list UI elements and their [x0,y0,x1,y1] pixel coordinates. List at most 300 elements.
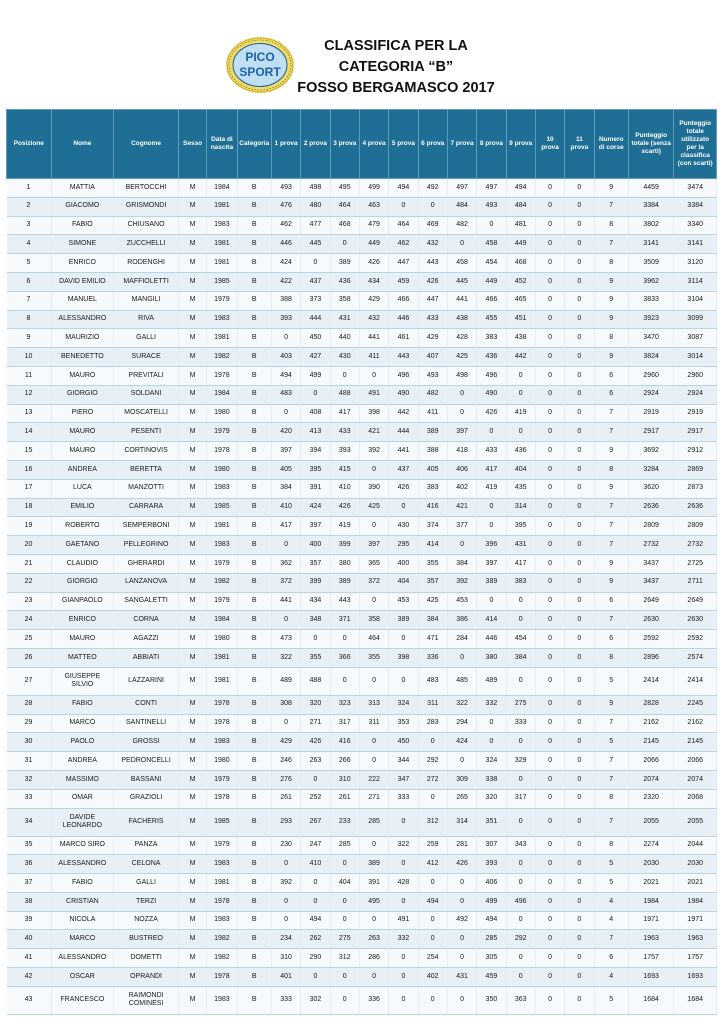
table-cell: 1971 [628,911,674,930]
table-cell: 0 [565,836,594,855]
column-header: Categoria [237,110,271,179]
table-row [7,667,717,695]
table-cell: M [178,808,206,836]
table-row [7,892,717,911]
table-cell: 459 [389,272,418,291]
table-cell: 463 [359,197,388,216]
table-cell: 18 [7,498,52,517]
table-cell: 0 [535,789,564,808]
table-cell: M [178,667,206,695]
table-cell: B [237,366,271,385]
table-cell: 7 [594,808,628,836]
title-line-1: CLASSIFICA PER LA [324,38,468,54]
table-cell: M [178,442,206,461]
table-cell: 424 [301,498,330,517]
table-cell: 389 [477,573,506,592]
table-cell: 2 [7,197,52,216]
table-row [7,479,717,498]
table-cell: 5 [7,254,52,273]
table-cell: 1983 [207,733,237,752]
table-cell: M [178,197,206,216]
table-cell: B [237,310,271,329]
table-cell: OPRANDI [114,968,179,987]
table-cell: 324 [477,752,506,771]
table-cell: 0 [359,733,388,752]
table-cell: 464 [389,216,418,235]
table-cell: 497 [447,179,476,198]
table-cell: 1982 [207,949,237,968]
table-cell: 1983 [207,855,237,874]
table-cell: B [237,752,271,771]
table-row [7,423,717,442]
table-cell: 333 [389,789,418,808]
table-cell: 393 [330,442,359,461]
table-cell: 0 [447,752,476,771]
table-cell: 390 [359,479,388,498]
table-cell: 266 [330,752,359,771]
table-cell: 0 [535,254,564,273]
table-cell: CONTI [114,695,179,714]
table-cell: 490 [389,385,418,404]
table-cell: 0 [565,254,594,273]
table-cell: 4459 [628,179,674,198]
table-cell: 271 [301,714,330,733]
table-cell: 0 [535,949,564,968]
table-row [7,517,717,536]
table-cell: B [237,291,271,310]
table-cell: 12 [7,385,52,404]
table-cell: 2574 [674,648,717,667]
table-cell: 312 [418,808,447,836]
table-cell: 399 [301,573,330,592]
table-cell: 436 [330,272,359,291]
table-cell: 290 [301,949,330,968]
table-cell: 2924 [674,385,717,404]
table-cell: 383 [418,479,447,498]
table-cell: 311 [359,714,388,733]
table-cell: 0 [359,752,388,771]
table-cell: M [178,179,206,198]
table-cell: 395 [301,460,330,479]
table-cell: 2912 [674,442,717,461]
table-cell: M [178,291,206,310]
table-cell: 496 [389,366,418,385]
table-cell: 394 [301,442,330,461]
table-cell: 0 [565,968,594,987]
table-cell: 445 [447,272,476,291]
table-cell: 247 [301,836,330,855]
table-cell: 0 [565,648,594,667]
table-cell: 1978 [207,695,237,714]
table-cell: 0 [271,329,300,348]
table-cell: 0 [535,404,564,423]
table-cell: 2630 [628,611,674,630]
table-cell: 410 [330,479,359,498]
table-row [7,592,717,611]
table-cell: 7 [594,498,628,517]
table-cell: M [178,366,206,385]
table-cell: 2711 [674,573,717,592]
table-cell: B [237,714,271,733]
table-cell: 263 [359,930,388,949]
table-cell: M [178,930,206,949]
table-row [7,836,717,855]
table-cell: 0 [359,517,388,536]
table-cell: 461 [389,329,418,348]
table-cell: 471 [418,630,447,649]
table-cell: 314 [506,498,535,517]
table-cell: 0 [565,179,594,198]
table-cell: 411 [418,404,447,423]
table-cell: 384 [271,479,300,498]
table-cell: 433 [477,442,506,461]
table-cell: FRANCESCO [51,986,114,1014]
table-cell: B [237,592,271,611]
table-cell: 322 [447,695,476,714]
table-cell: 482 [418,385,447,404]
table-cell: 7 [7,291,52,310]
table-cell: MARCO [51,714,114,733]
table-cell: 0 [506,366,535,385]
table-cell: 1981 [207,235,237,254]
table-row [7,930,717,949]
table-cell: 438 [506,329,535,348]
table-cell: 0 [565,611,594,630]
table-cell: 5 [594,855,628,874]
table-cell: 0 [389,197,418,216]
table-cell: 0 [535,630,564,649]
table-cell: 2649 [628,592,674,611]
table-cell: SIMONE [51,235,114,254]
table-cell: 408 [301,404,330,423]
table-cell: B [237,630,271,649]
table-cell: 25 [7,630,52,649]
table-cell: NOZZA [114,911,179,930]
table-cell: 6 [7,272,52,291]
table-cell: 0 [447,949,476,968]
table-cell: M [178,272,206,291]
table-cell: 468 [330,216,359,235]
column-header: 5 prova [389,110,418,179]
table-cell: 2074 [674,770,717,789]
table-cell: 5 [594,874,628,893]
table-row [7,714,717,733]
table-cell: BERETTA [114,460,179,479]
table-cell: ALESSANDRO [51,855,114,874]
table-cell: 7 [594,235,628,254]
table-cell: 0 [271,611,300,630]
table-cell: 404 [330,874,359,893]
table-cell: GIANPAOLO [51,592,114,611]
table-cell: 0 [535,874,564,893]
table-cell: 39 [7,911,52,930]
table-cell: 1979 [207,836,237,855]
table-cell: 425 [359,498,388,517]
table-cell: 2732 [674,536,717,555]
table-cell: 484 [447,197,476,216]
table-cell: 407 [418,348,447,367]
table-cell: 380 [477,648,506,667]
table-cell: 496 [477,366,506,385]
table-cell: 0 [506,667,535,695]
table-cell: GRISMONDI [114,197,179,216]
table-cell: 446 [389,310,418,329]
table-cell: 384 [506,648,535,667]
table-cell: 3824 [628,348,674,367]
table-cell: 333 [506,714,535,733]
table-cell: MANUEL [51,291,114,310]
table-cell: 35 [7,836,52,855]
table-cell: 284 [447,630,476,649]
table-cell: 9 [594,310,628,329]
table-cell: 0 [535,329,564,348]
table-cell: 433 [418,310,447,329]
table-cell: 2917 [628,423,674,442]
table-cell: 437 [301,272,330,291]
table-cell: 442 [389,404,418,423]
table-cell: 363 [506,986,535,1014]
table-cell: 495 [330,179,359,198]
table-cell: 1980 [207,630,237,649]
table-cell: 446 [477,630,506,649]
table-cell: 400 [301,536,330,555]
table-cell: 0 [565,460,594,479]
table-cell: 0 [535,554,564,573]
table-cell: B [237,733,271,752]
table-cell: M [178,536,206,555]
table-cell: 281 [447,836,476,855]
table-cell: 0 [565,770,594,789]
table-cell: 3014 [674,348,717,367]
table-cell: 0 [535,648,564,667]
table-cell: 484 [506,197,535,216]
table-cell: 0 [506,423,535,442]
table-cell: 43 [7,986,52,1014]
table-cell: 0 [301,770,330,789]
table-cell: B [237,949,271,968]
table-cell: M [178,695,206,714]
table-cell: 399 [330,536,359,555]
table-cell: 310 [271,949,300,968]
table-cell: B [237,479,271,498]
table-cell: 441 [447,291,476,310]
table-cell: 1693 [628,968,674,987]
table-cell: 0 [330,911,359,930]
ranking-table [6,109,717,1015]
table-cell: 358 [359,611,388,630]
table-cell: 2055 [628,808,674,836]
table-cell: 0 [301,968,330,987]
table-cell: 0 [271,911,300,930]
table-cell: B [237,329,271,348]
table-cell: TERZI [114,892,179,911]
table-cell: 1985 [207,272,237,291]
table-cell: 449 [359,235,388,254]
table-cell: 405 [271,460,300,479]
table-cell: 7 [594,536,628,555]
table-cell: M [178,573,206,592]
table-cell: 4 [7,235,52,254]
table-cell: 0 [506,911,535,930]
table-cell: 0 [418,874,447,893]
table-cell: 358 [330,291,359,310]
table-cell: 17 [7,479,52,498]
table-cell: 7 [594,423,628,442]
table-cell: 2145 [674,733,717,752]
table-cell: SANTINELLI [114,714,179,733]
table-cell: 1979 [207,423,237,442]
table-cell: 397 [477,554,506,573]
table-cell: 383 [506,573,535,592]
table-cell: 458 [477,235,506,254]
table-cell: B [237,385,271,404]
table-cell: M [178,254,206,273]
table-cell: M [178,460,206,479]
table-cell: 259 [418,836,447,855]
table-cell: M [178,949,206,968]
table-cell: 338 [477,770,506,789]
table-cell: 0 [565,329,594,348]
table-cell: 7 [594,197,628,216]
table-cell: ANDREA [51,460,114,479]
table-cell: 0 [535,770,564,789]
table-cell: 0 [565,695,594,714]
table-cell: 0 [535,366,564,385]
table-cell: 424 [271,254,300,273]
table-cell: 1983 [207,310,237,329]
table-cell: 267 [301,808,330,836]
table-cell: 426 [477,404,506,423]
table-cell: 429 [271,733,300,752]
table-cell: 2919 [674,404,717,423]
table-cell: 498 [447,366,476,385]
table-cell: 16 [7,460,52,479]
table-cell: 414 [477,611,506,630]
table-cell: BENEDETTO [51,348,114,367]
table-cell: B [237,197,271,216]
table-cell: 416 [418,498,447,517]
table-cell: 389 [330,573,359,592]
table-cell: 2274 [628,836,674,855]
table-cell: 0 [535,348,564,367]
table-cell: 332 [389,930,418,949]
table-cell: 1981 [207,197,237,216]
table-cell: 493 [271,179,300,198]
table-cell: GIUSEPPE SILVIO [51,667,114,695]
table-cell: 0 [506,808,535,836]
table-cell: 317 [330,714,359,733]
table-cell: MARCO SIRO [51,836,114,855]
table-cell: 0 [565,789,594,808]
table-cell: GAETANO [51,536,114,555]
table-cell: 23 [7,592,52,611]
table-cell: MAURO [51,366,114,385]
table-cell: 7 [594,930,628,949]
table-cell: 271 [359,789,388,808]
table-cell: 421 [359,423,388,442]
table-cell: 419 [477,479,506,498]
table-cell: 2896 [628,648,674,667]
table-cell: 0 [565,573,594,592]
table-cell: 473 [271,630,300,649]
table-cell: 0 [447,986,476,1014]
table-cell: 0 [330,235,359,254]
table-cell: 2044 [674,836,717,855]
table-cell: 24 [7,611,52,630]
table-cell: 0 [477,592,506,611]
table-cell: 302 [301,986,330,1014]
table-cell: 3692 [628,442,674,461]
table-cell: M [178,836,206,855]
table-cell: DOMETTI [114,949,179,968]
table-cell: 0 [565,949,594,968]
table-cell: 1978 [207,968,237,987]
table-cell: GHERARDI [114,554,179,573]
table-cell: 7 [594,770,628,789]
table-cell: 414 [418,536,447,555]
table-cell: LANZANOVA [114,573,179,592]
table-cell: B [237,460,271,479]
table-cell: 1983 [207,536,237,555]
table-cell: 9 [594,554,628,573]
table-cell: 2066 [674,752,717,771]
table-cell: 1981 [207,517,237,536]
table-cell: 491 [359,385,388,404]
table-cell: 0 [565,235,594,254]
table-cell: 0 [359,366,388,385]
table-cell: 438 [447,310,476,329]
table-cell: 14 [7,423,52,442]
table-cell: 2074 [628,770,674,789]
table-cell: 0 [535,423,564,442]
table-cell: 445 [301,235,330,254]
table-cell: 0 [565,272,594,291]
table-cell: 0 [477,216,506,235]
table-cell: 355 [418,554,447,573]
title-line-2: CATEGORIA “B” [338,59,454,75]
table-cell: 3099 [674,310,717,329]
table-cell: 6 [594,592,628,611]
table-cell: 275 [330,930,359,949]
table-cell: 0 [565,216,594,235]
table-cell: 3474 [674,179,717,198]
table-cell: 0 [447,892,476,911]
table-cell: GIORGIO [51,385,114,404]
table-cell: 0 [535,197,564,216]
table-cell: B [237,911,271,930]
table-cell: 1982 [207,930,237,949]
table-cell: 0 [389,498,418,517]
table-cell: 21 [7,554,52,573]
table-cell: 498 [301,179,330,198]
table-cell: 431 [447,968,476,987]
table-cell: 426 [418,272,447,291]
table-cell: 0 [477,714,506,733]
table-cell: 285 [477,930,506,949]
table-cell: 0 [330,667,359,695]
table-cell: 493 [418,366,447,385]
column-header: 11 prova [565,110,594,179]
table-cell: 389 [330,254,359,273]
table-cell: 462 [389,235,418,254]
table-cell: 411 [359,348,388,367]
table-cell: 384 [418,611,447,630]
table-cell: RAIMONDI COMINESI [114,986,179,1014]
table-cell: 449 [477,272,506,291]
table-cell: 464 [359,630,388,649]
table-cell: 2919 [628,404,674,423]
table-cell: 444 [389,423,418,442]
